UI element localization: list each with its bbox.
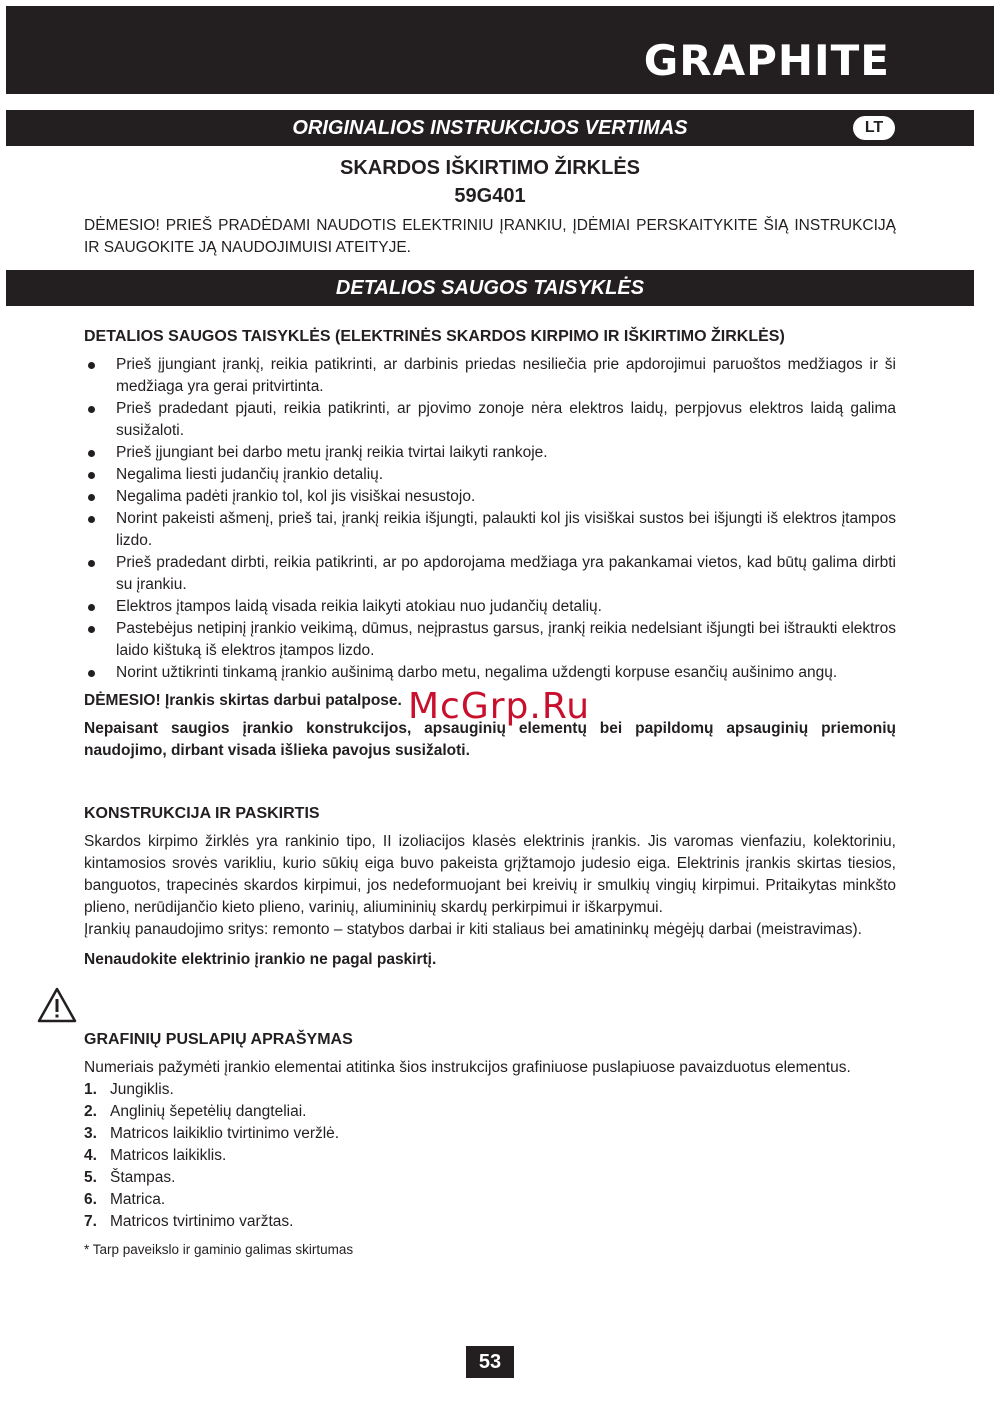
section-bar-text: DETALIOS SAUGOS TAISYKLĖS (335, 276, 645, 299)
model-number: 59G401 (454, 185, 526, 207)
brand-logo: GRAPHITE (643, 36, 890, 85)
list-item (84, 1123, 896, 1145)
item-label: Matricos tvirtinimo varžtas. (110, 1213, 294, 1230)
list-item: Prieš įjungiant įrankį, reikia patikrinti, ar darbinis priedas nesiliečia prie apdorojimui paruoštos medžiagos ir ši medžiaga yra gerai pritvirtinta. (84, 354, 896, 398)
list-item: Elektros įtampos laidą visada reikia laikyti atokiau nuo judančių detalių. (84, 596, 896, 618)
list-item: Pastebėjus netipinį įrankio veikimą, dūmus, neįprastus garsus, įrankį reikia nedelsiant išjungti bei ištraukti elektros laido kištuką iš elektros įtampos lizdo. (84, 618, 896, 662)
item-label: Štampas. (110, 1169, 176, 1186)
misuse-warning: Nenaudokite elektrinio įrankio ne pagal paskirtį. (84, 951, 437, 968)
item-number: 4. (84, 1147, 97, 1164)
graphics-intro: Numeriais pažymėti įrankio elementai atitinka šios instrukcijos grafiniuose puslapiuose pavaizduotus elementus. (84, 1059, 851, 1076)
item-label: Jungiklis. (110, 1081, 174, 1098)
translation-banner-text: ORIGINALIOS INSTRUKCIJOS VERTIMAS (292, 116, 688, 139)
safety-list (84, 354, 896, 684)
parts-list (84, 1079, 896, 1233)
item-label: Matricos laikiklio tvirtinimo veržlė. (110, 1125, 340, 1142)
list-item: Norint pakeisti ašmenį, prieš tai, įrankį reikia išjungti, palaukti kol jis visiškai sustos bei išjungti iš elektros įtampos lizdo. (84, 508, 896, 552)
construction-heading: KONSTRUKCIJA IR PASKIRTIS (84, 805, 320, 822)
application-paragraph: Įrankių panaudojimo sritys: remonto – statybos darbai ir kiti staliaus bei amatininkų mėgėjų darbai (meistravimas). (84, 921, 862, 938)
watermark: McGrp.Ru (408, 686, 591, 727)
list-item (84, 1167, 896, 1189)
intro-warning (84, 215, 896, 259)
header-bar (6, 6, 994, 94)
graphics-section (84, 1029, 896, 1261)
item-number: 2. (84, 1103, 97, 1120)
item-number: 7. (84, 1213, 97, 1230)
language-badge: LT (853, 116, 895, 140)
document-title: SKARDOS IŠKIRTIMO ŽIRKLĖS (339, 157, 640, 179)
translation-banner (6, 110, 974, 146)
list-item (84, 1101, 896, 1123)
list-item (84, 1211, 896, 1233)
list-item: Negalima liesti judančių įrankio detalių. (84, 464, 896, 486)
safety-heading: DETALIOS SAUGOS TAISYKLĖS (ELEKTRINĖS SKARDOS KIRPIMO IR IŠKIRTIMO ŽIRKLĖS) (84, 328, 785, 345)
list-item (84, 1079, 896, 1101)
footnote: * Tarp paveikslo ir gaminio galimas skirtumas (84, 1242, 354, 1257)
list-item: Prieš įjungiant bei darbo metu įrankį reikia tvirtai laikyti rankoje. (84, 442, 896, 464)
section-bar (6, 270, 974, 306)
item-number: 5. (84, 1169, 97, 1186)
item-label: Matrica. (110, 1191, 166, 1208)
construction-section (84, 803, 896, 971)
item-number: 6. (84, 1191, 97, 1208)
indoor-warning: DĖMESIO! Įrankis skirtas darbui patalpose. (84, 692, 402, 709)
list-item: Prieš pradedant pjauti, reikia patikrinti, ar pjovimo zonoje nėra elektros laidų, perpjovus elektros laidą galima susižaloti. (84, 398, 896, 442)
intro-warning-text: DĖMESIO! PRIEŠ PRADĖDAMI NAUDOTIS ELEKTRINIU ĮRANKIU, ĮDĖMIAI PERSKAITYKITE ŠIĄ INSTRUKCIJĄ IR SAUGOKITE JĄ NAUDOJIMUISI ATEITYJE. (84, 217, 896, 256)
list-item: Norint užtikrinti tinkamą įrankio aušinimą darbo metu, negalima uždengti korpuse esančių aušinimo angų. (84, 662, 896, 684)
residual-risk-warning: Nepaisant saugios įrankio konstrukcijos, apsauginių elementų bei papildomų apsauginių priemonių naudojimo, dirbant visada išlieka pavojus susižaloti. (84, 720, 896, 759)
item-label: Anglinių šepetėlių dangteliai. (110, 1103, 307, 1120)
list-item (84, 1189, 896, 1211)
item-label: Matricos laikiklis. (110, 1147, 227, 1164)
item-number: 1. (84, 1081, 97, 1098)
list-item (84, 1145, 896, 1167)
list-item: Negalima padėti įrankio tol, kol jis visiškai nesustojo. (84, 486, 896, 508)
list-item: Prieš pradedant dirbti, reikia patikrinti, ar po apdorojama medžiaga yra pakankamai vietos, kad būtų galima dirbti su įrankiu. (84, 552, 896, 596)
graphics-heading: GRAFINIŲ PUSLAPIŲ APRAŠYMAS (84, 1031, 353, 1048)
construction-paragraph: Skardos kirpimo žirklės yra rankinio tipo, II izoliacijos klasės elektrinis įrankis. Jis varomas vienfaziu, kolektoriniu, kintamosios srovės varikliu, kurio sūkių eiga buvo pakeista grįžtamojo judesio eiga. Elektrinis įrankis skirtas tiesios, banguotos, trapecinės skardos kirpimui, jos nedeformuojant bei kreivių ir smulkių vingių kirpimui. Pritaikytas minkšto plieno, nerūdijančio kieto plieno, varinių, aliumininių skardų perkirpimui ir iškarpymui. (84, 833, 896, 916)
item-number: 3. (84, 1125, 97, 1142)
warning-triangle-icon (37, 987, 77, 1023)
page-number: 53 (466, 1346, 514, 1378)
